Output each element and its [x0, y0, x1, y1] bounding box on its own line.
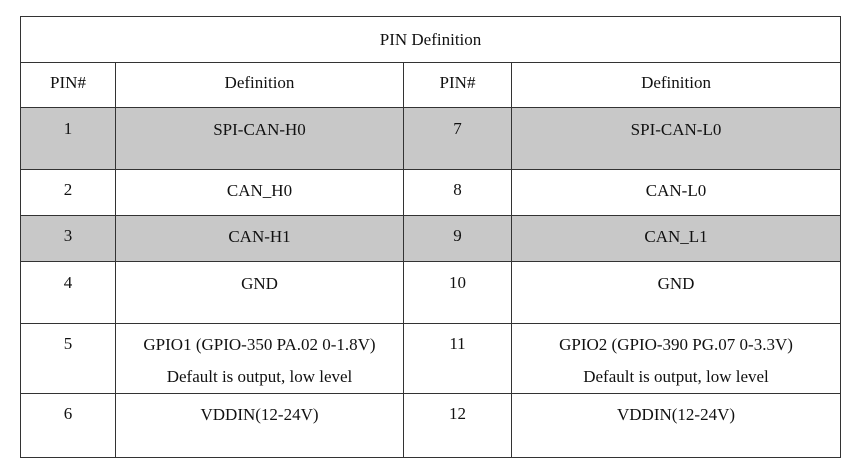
table-row — [21, 170, 841, 216]
table-header-row — [21, 63, 841, 108]
header-pin-left: PIN# — [21, 63, 116, 108]
pin-definition-line: SPI-CAN-H0 — [213, 120, 306, 139]
table-title-row — [21, 17, 841, 63]
table-row — [21, 394, 841, 458]
pin-definition-line: CAN-H1 — [228, 227, 291, 246]
pin-definition — [512, 324, 841, 394]
pin-number: 8 — [404, 170, 512, 216]
pin-definition — [512, 216, 841, 262]
pin-definition-line: CAN_L1 — [644, 227, 708, 246]
table-title: PIN Definition — [21, 17, 841, 63]
pin-definition-line: GND — [241, 274, 278, 293]
pin-number: 1 — [21, 108, 116, 170]
pin-definition — [116, 170, 404, 216]
pin-number: 9 — [404, 216, 512, 262]
pin-definition-line: CAN_H0 — [226, 181, 293, 200]
pin-number: 11 — [404, 324, 512, 394]
pin-definition — [116, 324, 404, 394]
pin-definition — [512, 170, 841, 216]
pin-number: 7 — [404, 108, 512, 170]
pin-definition — [512, 394, 841, 458]
pin-definition-line: SPI-CAN-L0 — [630, 120, 722, 139]
pin-definition-table — [20, 16, 841, 458]
header-definition-left: Definition — [116, 63, 404, 108]
table-row — [21, 108, 841, 170]
pin-definition — [116, 262, 404, 324]
pin-definition — [116, 394, 404, 458]
pin-definition — [512, 108, 841, 170]
pin-definition — [116, 108, 404, 170]
pin-number: 4 — [21, 262, 116, 324]
pin-number: 6 — [21, 394, 116, 458]
pin-number: 10 — [404, 262, 512, 324]
table-row — [21, 262, 841, 324]
pin-definition-line: CAN-L0 — [645, 181, 707, 200]
header-pin-right: PIN# — [404, 63, 512, 108]
pin-definition-line: GPIO2 (GPIO-390 PG.07 0-3.3V) — [559, 335, 793, 354]
pin-definition-line: GPIO1 (GPIO-350 PA.02 0-1.8V) — [143, 335, 376, 354]
pin-definition-line: VDDIN(12-24V) — [617, 405, 736, 424]
table-row — [21, 324, 841, 394]
pin-definition — [116, 216, 404, 262]
pin-definition — [512, 262, 841, 324]
pin-definition-note: Default is output, low level — [166, 367, 353, 386]
table-row — [21, 216, 841, 262]
pin-number: 2 — [21, 170, 116, 216]
header-definition-right: Definition — [512, 63, 841, 108]
pin-definition-table-container — [20, 16, 840, 458]
pin-number: 5 — [21, 324, 116, 394]
pin-number: 3 — [21, 216, 116, 262]
pin-definition-note: Default is output, low level — [583, 367, 769, 386]
pin-number: 12 — [404, 394, 512, 458]
pin-definition-line: VDDIN(12-24V) — [200, 405, 319, 424]
pin-definition-line: GND — [657, 274, 695, 293]
